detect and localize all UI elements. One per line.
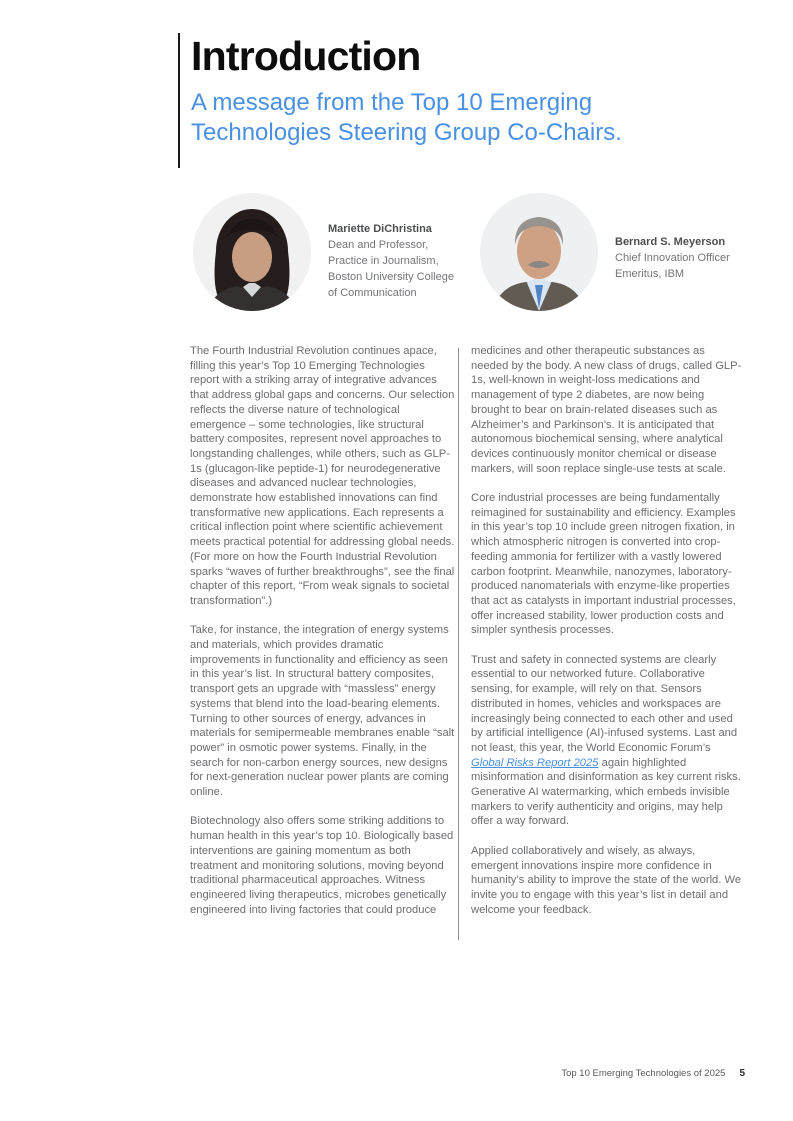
co-chair-title-line: Chief Innovation Officer bbox=[615, 252, 730, 264]
paragraph: Biotechnology also offers some striking additions to human health in this year’s top 10. Biologically based interventions are gaining momentum as both treatment and monitoring solutions, moving beyond traditional pharmaceutical approaches. Witness engineered living therapeutics, microbes genetically engineered into living factories that could produce bbox=[190, 815, 454, 916]
page-title: Introduction bbox=[191, 33, 421, 79]
co-chair-info bbox=[615, 193, 765, 311]
co-chair-card-bernard-meyerson bbox=[480, 193, 765, 311]
person-portrait-illustration bbox=[480, 193, 598, 311]
right-column bbox=[471, 344, 742, 917]
mariette-dichristina-photo bbox=[193, 193, 311, 311]
left-column bbox=[190, 344, 456, 917]
bernard-meyerson-photo bbox=[480, 193, 598, 311]
co-chair-title-line: Boston University College bbox=[328, 271, 454, 283]
column-divider bbox=[458, 348, 459, 940]
co-chair-card-mariette-dichristina bbox=[193, 193, 478, 311]
co-chair-title-line: Dean and Professor, bbox=[328, 239, 429, 251]
co-chair-title-line: Emeritus, IBM bbox=[615, 268, 685, 280]
person-portrait-illustration bbox=[193, 193, 311, 311]
paragraph: Core industrial processes are being fundamentally reimagined for sustainability and efficiency. Examples in this year’s top 10 include green nitrogen fixation, in which atmospheric nitrogen is converted into crop-feeding ammonia for fertilizer with a vastly lowered carbon footprint. Meanwhile, nanozymes, laboratory-produced nanomaterials with enzyme-like properties that act as catalysts in important industrial processes, offer increased stability, lower production costs and simpler synthesis processes. bbox=[471, 492, 736, 637]
paragraph: Take, for instance, the integration of energy systems and materials, which provides dramatic improvements in functionality and efficiency as seen in this year’s list. In structural battery composites, transport gets an upgrade with “massless” energy systems that blend into the load-bearing elements. Turning to other sources of energy, advances in materials for semipermeable membranes enable “salt power” in osmotic power systems. Finally, in the search for non-carbon energy sources, new designs for next-generation nuclear power plants are coming online. bbox=[190, 624, 455, 799]
heading-block bbox=[178, 33, 658, 168]
global-risks-report-link[interactable]: Global Risks Report 2025 bbox=[471, 756, 599, 769]
paragraph-text: Trust and safety in connected systems are clearly essential to our networked future. Collaborative sensing, for example, will rely on that. Sensors distributed in homes, vehicles and workspaces are increasingly being connected to each other and used by artificial intelligence (AI)-infused systems. Last and not least, this year, the World Economic Forum’s bbox=[471, 653, 738, 754]
co-chair-title-line: of Communication bbox=[328, 287, 417, 299]
page-footer bbox=[561, 1068, 745, 1079]
co-chair-info bbox=[328, 193, 478, 311]
co-chair-title-line: Practice in Journalism, bbox=[328, 255, 439, 267]
paragraph: medicines and other therapeutic substances as needed by the body. A new class of drugs, called GLP-1s, well-known in weight-loss medications and management of type 2 diabetes, are now being brought to bear on brain-related diseases such as Alzheimer’s and Parkinson’s. It is anticipated that autonomous biochemical sensing, where analytical devices continuously monitor chemical or disease markers, will soon replace single-use tests at scale. bbox=[471, 345, 742, 475]
paragraph bbox=[471, 653, 742, 829]
co-chair-name: Mariette DiChristina bbox=[328, 223, 432, 235]
paragraph-text: again highlighted misinformation and disinformation as key current risks. Generative AI watermarking, which embeds invisible markers to verify authenticity and origins, may help offer a way forward. bbox=[471, 756, 741, 828]
footer-page-number: 5 bbox=[739, 1068, 745, 1079]
paragraph: The Fourth Industrial Revolution continues apace, filling this year’s Top 10 Emerging Technologies report with a striking array of integrative advances that address global gaps and concerns. Our selection reflects the diverse nature of technological emergence – some technologies, like structural battery composites, represent novel approaches to longstanding challenges, while others, such as GLP-1s (glucagon-like peptide-1) for neurodegenerative diseases and advanced nuclear technologies, demonstrate how established innovations can find transformative new applications. Each represents a critical inflection point where scientific achievement meets practical potential for addressing global needs. (For more on how the Fourth Industrial Revolution sparks “waves of further breakthroughs”, see the final chapter of this report, “From weak signals to societal transformation”.) bbox=[190, 345, 455, 607]
footer-report-title: Top 10 Emerging Technologies of 2025 bbox=[561, 1068, 726, 1079]
paragraph: Applied collaboratively and wisely, as always, emergent innovations inspire more confidence in humanity’s ability to improve the state of the world. We invite you to engage with this year’s list in detail and welcome your feedback. bbox=[471, 844, 742, 916]
co-chair-name: Bernard S. Meyerson bbox=[615, 236, 726, 248]
page-subtitle: A message from the Top 10 Emerging Technologies Steering Group Co-Chairs. bbox=[191, 89, 622, 146]
